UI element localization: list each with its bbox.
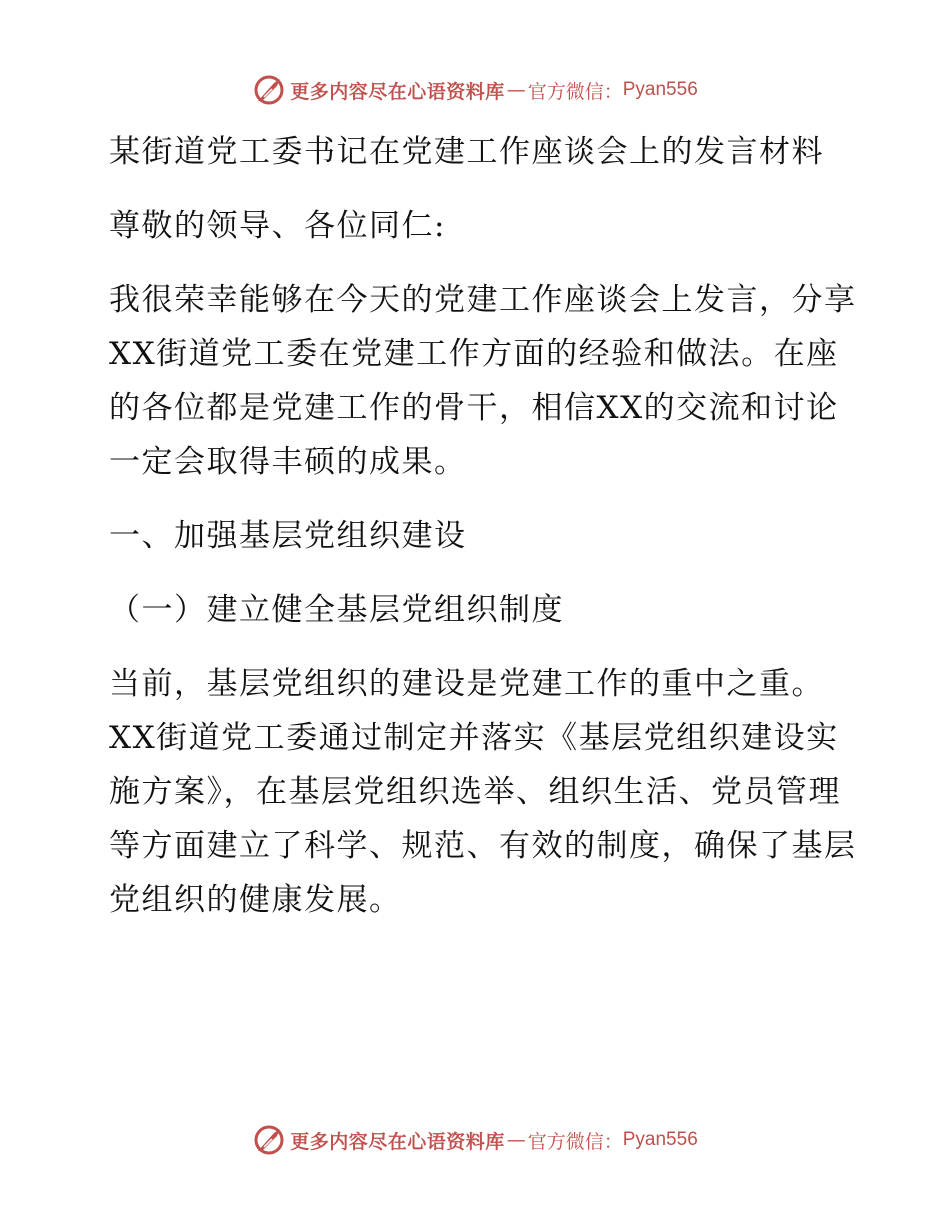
intro-paragraph: 我很荣幸能够在今天的党建工作座谈会上发言，分享XX街道党工委在党建工作方面的经验和做法。在座的各位都是党建工作的骨干，相信XX的交流和讨论一定会取得丰硕的成果。 [109,282,857,480]
watermark-dash: — [506,79,526,101]
section-heading-1: 一、加强基层党组织建设 [109,518,467,554]
watermark-dash: — [506,1129,526,1151]
document-title: 某街道党工委书记在党建工作座谈会上的发言材料 [109,134,824,170]
quill-logo-icon [252,1123,286,1157]
watermark-footer [0,1120,950,1160]
quill-logo-icon [252,73,286,107]
watermark-header [0,70,950,110]
body-paragraph-1: 当前，基层党组织的建设是党建工作的重中之重。XX街道党工委通过制定并落实《基层党组织建设实施方案》，在基层党组织选举、组织生活、党员管理等方面建立了科学、规范、有效的制度，确保了基层党组织的健康发展。 [109,666,857,918]
subsection-heading-1: （一）建立健全基层党组织制度 [109,592,564,628]
document-body [97,125,867,947]
watermark-wechat-id: Pyan556 [622,1129,698,1150]
watermark-main-text: 更多内容尽在心语资料库 [290,1130,505,1153]
watermark-sub-text: 官方微信： [527,80,623,103]
watermark-sub-text: 官方微信： [527,1130,623,1153]
watermark-main-text: 更多内容尽在心语资料库 [290,80,505,103]
watermark-wechat-id: Pyan556 [622,79,698,100]
greeting: 尊敬的领导、各位同仁: [109,208,446,244]
